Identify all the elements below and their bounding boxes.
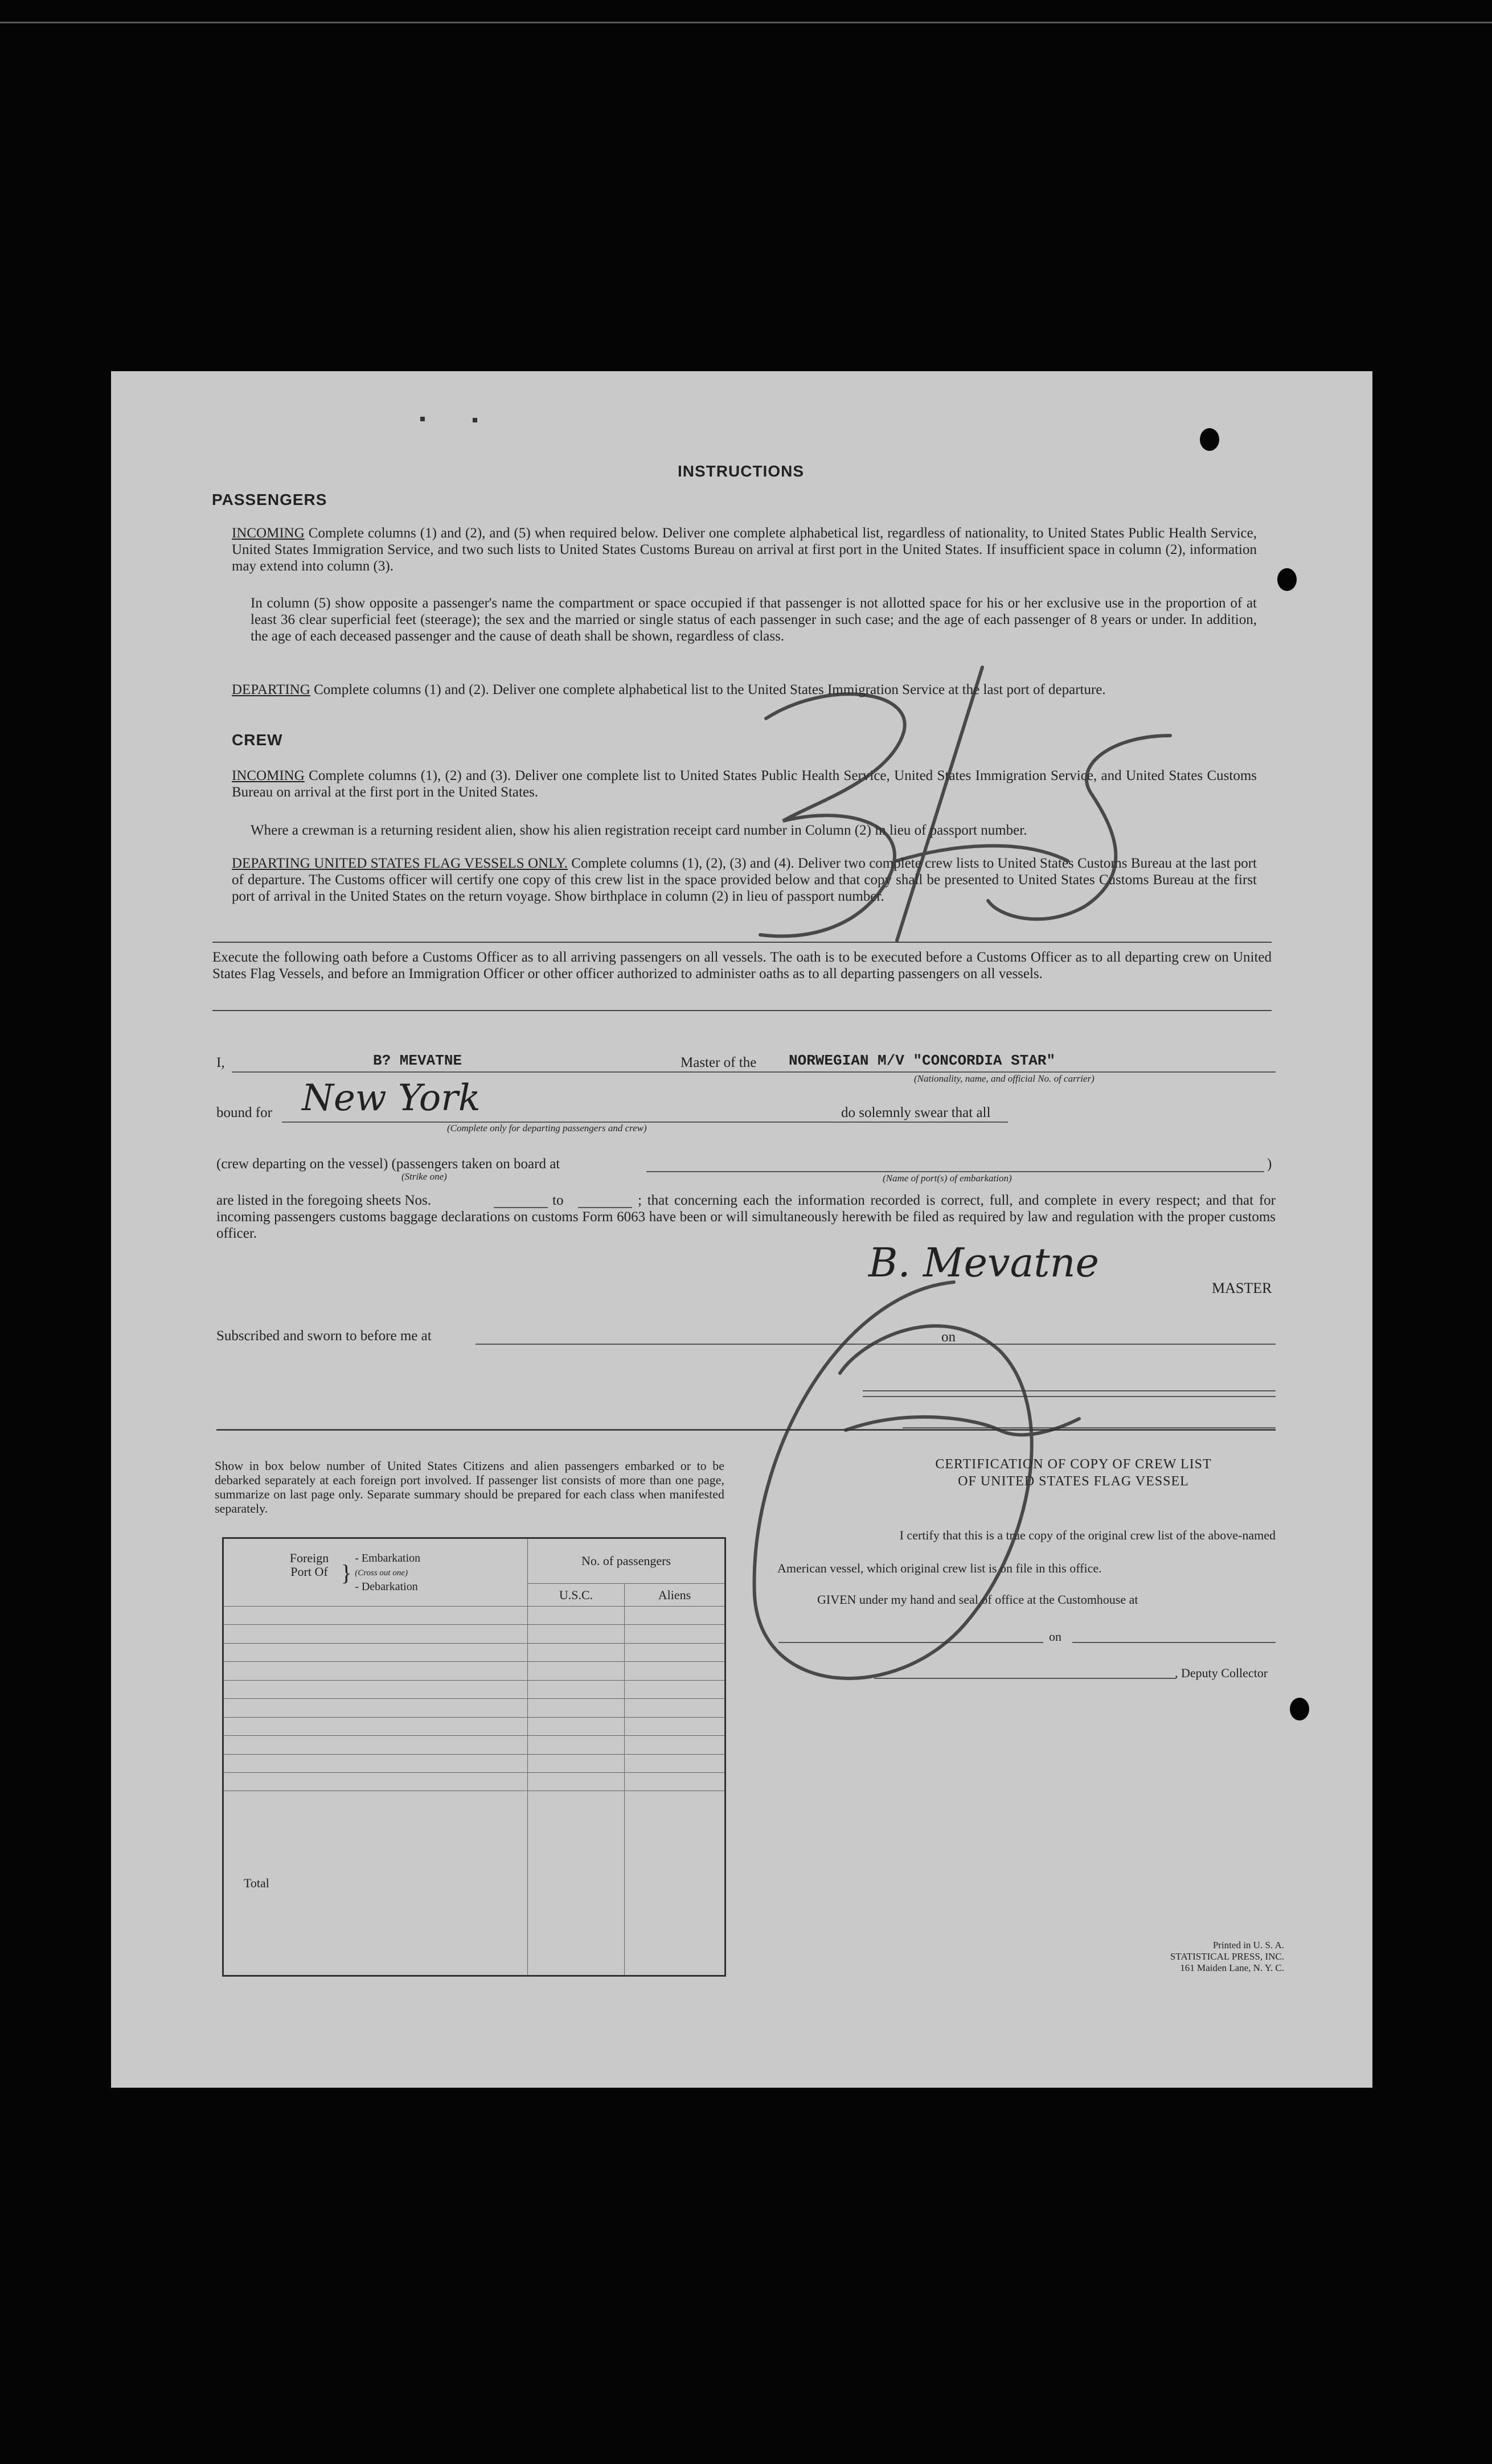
crew-resident: Where a crewman is a returning resident alien, show his alien registration receipt card number in Column (2) in lieu of passport number. [251,823,1027,838]
crew-departing-clause: (crew departing on the vessel) (passengers taken on board at [216,1156,560,1172]
crew-heading: CREW [232,731,283,749]
cross-out-caption: (Cross out one) [355,1568,408,1578]
debarkation-label: - Debarkation [355,1580,418,1594]
bound-caption: (Complete only for departing passengers and crew) [447,1123,647,1134]
vessel-caption: (Nationality, name, and official No. of carrier) [914,1073,1095,1084]
printer-line1: Printed in U. S. A. [1212,1940,1284,1950]
given-text: GIVEN under my hand and seal of office at the Customhouse at [817,1592,1138,1607]
crew-incoming-label: INCOMING [232,768,305,783]
instructions-heading: INSTRUCTIONS [678,462,804,480]
master-label: MASTER [1212,1280,1272,1296]
crew-incoming-text: Complete columns (1), (2) and (3). Deliver one complete list to United States Public Health Service, United States Immigration Service, and United States Customs Bureau on arrival at the first port in the United States. [232,768,1257,800]
listed-text-2: ; that concerning each the information recorded is correct, full, and complete in every respect; and that for incoming passengers customs baggage declarations on customs Form 6063 have been or will simultaneously herewith be filed as required by law and regulation with the proper customs officer. [216,1193,1276,1241]
strike-caption: (Strike one) [401,1171,447,1182]
passengers-heading: PASSENGERS [212,491,327,508]
close-paren: ) [1267,1156,1272,1172]
scan-edge-line [0,22,1492,23]
summary-instruction: Show in box below number of United States Citizens and alien passengers embarked or to be debarked separately at each foreign port involved. If passenger list consists of more than one page, summarize on last page only. Separate summary should be prepared for each class when manifested separately. [215,1459,724,1516]
passengers-column5: In column (5) show opposite a passenger's name the compartment or space occupied if that passenger is not allotted space for his or her exclusive use in the proportion of at least 36 clear superficial feet (steerage); the sex and the married or single status of each passenger in such case; and the age of each passenger of 8 years or under. In addition, the age of each deceased passenger and the cause of death shall be shown, regardless of class. [251,596,1257,644]
usc-header: U.S.C. [528,1584,625,1607]
listed-text-1: are listed in the foregoing sheets Nos. [216,1193,431,1208]
bound-for-label: bound for [216,1105,272,1120]
pencil-mark-8-loop [755,1282,1032,1678]
subscribed-text: Subscribed and sworn to before me at [216,1328,432,1344]
vessel-name: NORWEGIAN M/V "CONCORDIA STAR" [789,1052,1056,1069]
subscribed-on: on [941,1329,956,1345]
deputy-label: , Deputy Collector [1175,1666,1268,1680]
certification-title-line2: OF UNITED STATES FLAG VESSEL [958,1474,1189,1489]
pencil-mark-8-bar [846,1417,1079,1435]
incoming-label: INCOMING [232,525,305,541]
departing-text: Complete columns (1) and (2). Deliver one complete alphabetical list to the United States Immigration Service at the last port of departure. [314,682,1106,697]
certification-title-line1: CERTIFICATION OF COPY OF CREW LIST [935,1457,1212,1472]
crew-departing-text: Complete columns (1), (2), (3) and (4). Deliver two complete crew lists to United States Customs Bureau at the last port of departure. The Customs officer will certify one copy of this crew list in the space provided below and that copy shall be presented to United States Customs Bureau at the first port of arrival in the United States on the return voyage. Show birthplace in column (2) in lieu of passport number. [232,856,1257,904]
departing-label: DEPARTING [232,682,310,697]
master-name: B? MEVATNE [373,1052,462,1069]
pencil-mark-5 [988,736,1170,919]
no-of-passengers-header: No. of passengers [528,1538,725,1584]
swear-text: do solemnly swear that all [841,1105,991,1120]
oath-instruction: Execute the following oath before a Customs Officer as to all arriving passengers on all vessels. The oath is to be executed before a Customs Officer as to all departing crew on United States Flag Vessels, and before an Immigration Officer or other officer authorized to administer oaths as to all departing passengers on all vessels. [212,950,1272,982]
embarkation-label: - Embarkation [355,1552,421,1565]
incoming-text: Complete columns (1) and (2), and (5) when required below. Deliver one complete alphabetical list, regardless of nationality, to United States Public Health Service, United States Immigration Service, and two such lists to United States Customs Bureau on arrival at first port in the United States. If insufficient space in column (2), information may extend into column (3). [232,525,1257,574]
master-signature: B. Mevatne [868,1239,1099,1286]
foreign-port-label: Foreign Port Of [289,1550,329,1579]
total-label: Total [223,1791,528,1976]
printer-line3: 161 Maiden Lane, N. Y. C. [1180,1962,1284,1973]
oath-i-label: I, [216,1055,225,1070]
master-of-label: Master of the [681,1055,757,1070]
printer-line2: STATISTICAL PRESS, INC. [1170,1951,1284,1962]
crew-departing-label: DEPARTING UNITED STATES FLAG VESSELS ONLY. [232,856,568,871]
certify-text-1: I certify that this is a true copy of the original crew list of the above-named [899,1528,1276,1542]
brace: } [341,1559,352,1586]
given-on: on [1049,1629,1061,1644]
document-page [111,371,1372,2088]
pencil-mark-3 [760,694,905,936]
certify-text-2: American vessel, which original crew list is on file in this office. [777,1561,1102,1575]
pencil-mark-4 [897,667,1068,941]
to-label: to [552,1193,564,1208]
bound-for-value: New York [302,1077,481,1119]
handwritten-overlay [111,371,1372,2088]
port-caption: (Name of port(s) of embarkation) [883,1173,1012,1184]
aliens-header: Aliens [625,1584,725,1607]
